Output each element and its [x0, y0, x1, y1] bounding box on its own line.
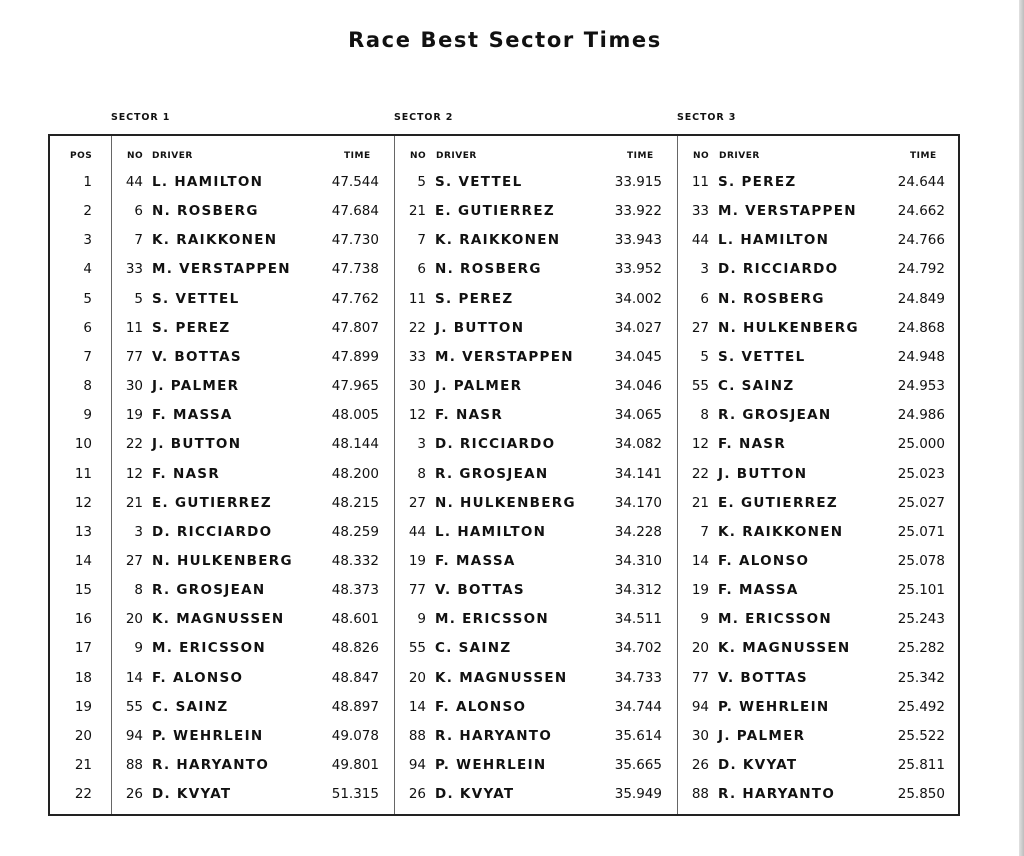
table-row — [50, 285, 958, 314]
sector-2-time: 33.922 — [614, 203, 662, 220]
sector-3-driver-name: E. GUTIERREZ — [718, 494, 838, 511]
table-row — [50, 693, 958, 722]
sector-3-driver-name: M. ERICSSON — [718, 611, 832, 628]
sector-3-time: 25.071 — [897, 523, 945, 540]
sector-2-car-number: 33 — [408, 348, 426, 365]
sector-1-driver-name: J. BUTTON — [152, 436, 242, 453]
position-cell: 10 — [74, 436, 92, 453]
sector-2-time: 34.310 — [614, 552, 662, 569]
position-cell: 5 — [83, 290, 92, 307]
sector-1-time: 48.005 — [331, 407, 379, 424]
sector-2-time: 33.943 — [614, 232, 662, 249]
sector-1-car-number: 94 — [125, 727, 143, 744]
sector-2-time: 34.046 — [614, 378, 662, 395]
table-row — [50, 168, 958, 197]
sector-1-driver-name: R. HARYANTO — [152, 757, 270, 773]
sector-3-driver-name: P. WEHRLEIN — [718, 698, 830, 715]
sector-1-time: 47.544 — [331, 174, 379, 190]
sector-1-driver-name: J. PALMER — [152, 378, 240, 395]
sector-2-driver-name: K. MAGNUSSEN — [435, 669, 568, 686]
sector-1-driver-name: S. VETTEL — [152, 290, 240, 307]
sector-1-driver-name: L. HAMILTON — [152, 174, 264, 190]
position-cell: 6 — [83, 319, 92, 336]
header-pos: POS — [70, 151, 93, 161]
sector-3-car-number: 94 — [691, 698, 709, 715]
table-row — [50, 314, 958, 343]
sector-2-time: 34.065 — [614, 407, 662, 424]
sector-1-car-number: 12 — [125, 465, 143, 482]
position-cell: 18 — [74, 669, 92, 686]
sector-2-driver-name: J. PALMER — [435, 378, 523, 395]
sector-3-car-number: 88 — [691, 786, 709, 803]
table-row — [50, 226, 958, 255]
sector-3-driver-name: D. KVYAT — [718, 757, 798, 773]
sector-3-car-number: 30 — [691, 727, 709, 744]
sector-1-driver-name: F. ALONSO — [152, 669, 244, 686]
position-cell: 1 — [83, 174, 92, 190]
sector-1-driver-name: V. BOTTAS — [152, 348, 242, 365]
sector-1-time: 48.200 — [331, 465, 379, 482]
sector-2-time: 34.511 — [614, 611, 662, 628]
sector-3-car-number: 14 — [691, 552, 709, 569]
sector-1-car-number: 27 — [125, 552, 143, 569]
sector-1-time: 47.965 — [331, 378, 379, 395]
position-cell: 17 — [74, 640, 92, 657]
sector-3-time: 25.078 — [897, 552, 945, 569]
header-sector-1-time: TIME — [344, 151, 371, 161]
sector-1-time: 48.332 — [331, 552, 379, 569]
sector-2-time: 34.027 — [614, 319, 662, 336]
sector-3-driver-name: F. ALONSO — [718, 552, 810, 569]
sector-1-time: 48.897 — [331, 698, 379, 715]
table-row — [50, 605, 958, 634]
position-cell: 12 — [74, 494, 92, 511]
sector-2-time: 34.733 — [614, 669, 662, 686]
sector-1-driver-name: E. GUTIERREZ — [152, 494, 272, 511]
sector-2-driver-name: J. BUTTON — [435, 319, 525, 336]
sector-3-time: 24.953 — [897, 378, 945, 395]
table-row — [50, 401, 958, 430]
sector-2-car-number: 11 — [408, 290, 426, 307]
sector-3-driver-name: C. SAINZ — [718, 378, 795, 395]
sector-3-time: 25.492 — [897, 698, 945, 715]
sector-1-car-number: 20 — [125, 611, 143, 628]
sector-2-time: 33.915 — [614, 174, 662, 190]
header-sector-3-no: NO — [693, 151, 710, 161]
sector-3-car-number: 20 — [691, 640, 709, 657]
sector-3-car-number: 11 — [691, 174, 709, 190]
header-sector-2-driver: DRIVER — [436, 151, 477, 161]
sector-1-driver-name: N. ROSBERG — [152, 203, 259, 220]
sector-3-time: 25.023 — [897, 465, 945, 482]
sector-1-driver-name: C. SAINZ — [152, 698, 229, 715]
position-cell: 8 — [83, 378, 92, 395]
sector-3-time: 25.850 — [897, 786, 945, 803]
sector-3-car-number: 8 — [700, 407, 709, 424]
sector-2-driver-name: R. HARYANTO — [435, 727, 553, 744]
sector-1-driver-name: D. KVYAT — [152, 786, 232, 803]
sector-2-driver-name: E. GUTIERREZ — [435, 203, 555, 220]
sector-3-driver-name: J. PALMER — [718, 727, 806, 744]
sector-3-time: 24.644 — [897, 174, 945, 190]
sector-1-car-number: 77 — [125, 348, 143, 365]
sector-1-time: 47.899 — [331, 348, 379, 365]
sector-1-car-number: 9 — [134, 640, 143, 657]
sector-1-car-number: 6 — [134, 203, 143, 220]
sector-1-time: 48.601 — [331, 611, 379, 628]
sector-3-driver-name: S. VETTEL — [718, 348, 806, 365]
sector-2-car-number: 94 — [408, 757, 426, 773]
sector-1-car-number: 26 — [125, 786, 143, 803]
sector-2-car-number: 3 — [417, 436, 426, 453]
sector-2-car-number: 9 — [417, 611, 426, 628]
table-row — [50, 255, 958, 284]
sector-2-car-number: 20 — [408, 669, 426, 686]
table-row — [50, 489, 958, 518]
sector-2-car-number: 44 — [408, 523, 426, 540]
header-sector-1-no: NO — [127, 151, 144, 161]
sector-3-driver-name: F. NASR — [718, 436, 787, 453]
sector-3-time: 24.849 — [897, 290, 945, 307]
sector-1-driver-name: K. RAIKKONEN — [152, 232, 278, 249]
sector-3-time: 25.101 — [897, 582, 945, 599]
sector-2-car-number: 12 — [408, 407, 426, 424]
sector-2-car-number: 88 — [408, 727, 426, 744]
sector-3-car-number: 7 — [700, 523, 709, 540]
sector-3-car-number: 6 — [700, 290, 709, 307]
sector-3-car-number: 5 — [700, 348, 709, 365]
sector-2-driver-name: L. HAMILTON — [435, 523, 547, 540]
sector-3-car-number: 9 — [700, 611, 709, 628]
sector-1-car-number: 8 — [134, 582, 143, 599]
sector-1-time: 49.078 — [331, 727, 379, 744]
sector-3-driver-name: F. MASSA — [718, 582, 799, 599]
sector-2-driver-name: N. HULKENBERG — [435, 494, 576, 511]
sector-2-driver-name: D. KVYAT — [435, 786, 515, 803]
sector-3-car-number: 55 — [691, 378, 709, 395]
sector-2-car-number: 19 — [408, 552, 426, 569]
sector-3-time: 25.000 — [897, 436, 945, 453]
sector-3-driver-name: K. RAIKKONEN — [718, 523, 844, 540]
position-cell: 4 — [83, 261, 92, 278]
sector-2-driver-name: C. SAINZ — [435, 640, 512, 657]
sector-2-time: 34.312 — [614, 582, 662, 599]
sector-2-driver-name: F. NASR — [435, 407, 504, 424]
sector-1-time: 48.259 — [331, 523, 379, 540]
table-row — [50, 664, 958, 693]
sector-3-driver-name: M. VERSTAPPEN — [718, 203, 857, 220]
sector-1-driver-name: M. ERICSSON — [152, 640, 266, 657]
sector-2-time: 33.952 — [614, 261, 662, 278]
sector-2-time: 34.228 — [614, 523, 662, 540]
table-row — [50, 197, 958, 226]
header-sector-2-time: TIME — [627, 151, 654, 161]
sector-2-car-number: 14 — [408, 698, 426, 715]
sector-2-driver-name: M. ERICSSON — [435, 611, 549, 628]
sector-3-driver-name: K. MAGNUSSEN — [718, 640, 851, 657]
sector-1-car-number: 21 — [125, 494, 143, 511]
sector-2-label: SECTOR 2 — [394, 112, 454, 123]
sector-1-driver-name: D. RICCIARDO — [152, 523, 273, 540]
sector-1-time: 48.373 — [331, 582, 379, 599]
sector-3-time: 25.027 — [897, 494, 945, 511]
sector-1-time: 47.684 — [331, 203, 379, 220]
sector-2-driver-name: S. PEREZ — [435, 290, 514, 307]
sector-2-time: 34.744 — [614, 698, 662, 715]
sector-2-time: 34.141 — [614, 465, 662, 482]
sector-3-car-number: 44 — [691, 232, 709, 249]
sector-1-time: 48.847 — [331, 669, 379, 686]
table-row — [50, 343, 958, 372]
sector-1-car-number: 44 — [125, 174, 143, 190]
sector-3-driver-name: S. PEREZ — [718, 174, 797, 190]
sector-3-driver-name: J. BUTTON — [718, 465, 808, 482]
sector-1-driver-name: M. VERSTAPPEN — [152, 261, 291, 278]
sector-1-car-number: 5 — [134, 290, 143, 307]
sector-2-car-number: 7 — [417, 232, 426, 249]
sector-3-time: 24.766 — [897, 232, 945, 249]
position-cell: 14 — [74, 552, 92, 569]
sector-1-car-number: 55 — [125, 698, 143, 715]
sector-2-car-number: 26 — [408, 786, 426, 803]
position-cell: 3 — [83, 232, 92, 249]
sector-3-car-number: 77 — [691, 669, 709, 686]
sector-1-car-number: 88 — [125, 757, 143, 773]
sector-2-car-number: 6 — [417, 261, 426, 278]
sector-2-time: 35.614 — [614, 727, 662, 744]
sector-2-driver-name: S. VETTEL — [435, 174, 523, 190]
sector-1-driver-name: S. PEREZ — [152, 319, 231, 336]
sector-3-time: 24.868 — [897, 319, 945, 336]
sector-3-car-number: 22 — [691, 465, 709, 482]
sector-2-driver-name: F. ALONSO — [435, 698, 527, 715]
position-cell: 2 — [83, 203, 92, 220]
position-cell: 9 — [83, 407, 92, 424]
sector-2-driver-name: D. RICCIARDO — [435, 436, 556, 453]
sector-3-driver-name: N. HULKENBERG — [718, 319, 859, 336]
sector-2-car-number: 5 — [417, 174, 426, 190]
sector-1-car-number: 30 — [125, 378, 143, 395]
sector-1-car-number: 11 — [125, 319, 143, 336]
sector-1-car-number: 14 — [125, 669, 143, 686]
sector-2-car-number: 27 — [408, 494, 426, 511]
table-row — [50, 460, 958, 489]
sector-1-car-number: 22 — [125, 436, 143, 453]
sector-1-time: 48.215 — [331, 494, 379, 511]
header-sector-3-time: TIME — [910, 151, 937, 161]
sector-1-time: 47.762 — [331, 290, 379, 307]
sector-1-time: 49.801 — [331, 757, 379, 773]
sector-2-car-number: 30 — [408, 378, 426, 395]
sector-2-car-number: 77 — [408, 582, 426, 599]
sector-2-driver-name: R. GROSJEAN — [435, 465, 549, 482]
sector-1-car-number: 7 — [134, 232, 143, 249]
sector-2-driver-name: N. ROSBERG — [435, 261, 542, 278]
position-cell: 19 — [74, 698, 92, 715]
sector-2-car-number: 55 — [408, 640, 426, 657]
sector-3-car-number: 3 — [700, 261, 709, 278]
sector-2-time: 34.045 — [614, 348, 662, 365]
sector-2-time: 34.170 — [614, 494, 662, 511]
sector-3-driver-name: N. ROSBERG — [718, 290, 825, 307]
position-cell: 16 — [74, 611, 92, 628]
sector-2-time: 34.082 — [614, 436, 662, 453]
sector-3-time: 24.948 — [897, 348, 945, 365]
sector-3-car-number: 33 — [691, 203, 709, 220]
sector-3-car-number: 27 — [691, 319, 709, 336]
sector-2-driver-name: P. WEHRLEIN — [435, 757, 547, 773]
sector-1-driver-name: P. WEHRLEIN — [152, 727, 264, 744]
sector-2-time: 35.949 — [614, 786, 662, 803]
position-cell: 11 — [74, 465, 92, 482]
sector-3-driver-name: R. GROSJEAN — [718, 407, 832, 424]
table-row — [50, 518, 958, 547]
table-row — [50, 634, 958, 663]
header-sector-3-driver: DRIVER — [719, 151, 760, 161]
sector-2-car-number: 22 — [408, 319, 426, 336]
sector-2-car-number: 21 — [408, 203, 426, 220]
sector-3-time: 25.522 — [897, 727, 945, 744]
header-sector-1-driver: DRIVER — [152, 151, 193, 161]
sector-3-driver-name: R. HARYANTO — [718, 786, 836, 803]
sector-2-driver-name: V. BOTTAS — [435, 582, 525, 599]
page-title: Race Best Sector Times — [348, 28, 662, 52]
sector-1-time: 47.730 — [331, 232, 379, 249]
sector-3-time: 24.792 — [897, 261, 945, 278]
table-row — [50, 547, 958, 576]
table-row — [50, 751, 958, 780]
position-cell: 15 — [74, 582, 92, 599]
sector-1-time: 48.826 — [331, 640, 379, 657]
sector-1-driver-name: F. NASR — [152, 465, 221, 482]
sector-3-time: 25.811 — [897, 757, 945, 773]
sector-1-time: 48.144 — [331, 436, 379, 453]
sector-1-driver-name: K. MAGNUSSEN — [152, 611, 285, 628]
sector-2-driver-name: K. RAIKKONEN — [435, 232, 561, 249]
sector-2-time: 35.665 — [614, 757, 662, 773]
table-row — [50, 722, 958, 751]
sector-3-label: SECTOR 3 — [677, 112, 737, 123]
sector-3-driver-name: V. BOTTAS — [718, 669, 808, 686]
header-sector-2-no: NO — [410, 151, 427, 161]
sector-3-time: 24.662 — [897, 203, 945, 220]
sector-3-driver-name: L. HAMILTON — [718, 232, 830, 249]
sector-3-car-number: 26 — [691, 757, 709, 773]
sector-1-car-number: 33 — [125, 261, 143, 278]
page-edge-shadow — [1019, 0, 1024, 856]
sector-1-driver-name: F. MASSA — [152, 407, 233, 424]
sector-3-time: 25.282 — [897, 640, 945, 657]
sector-3-car-number: 19 — [691, 582, 709, 599]
sector-3-time: 25.342 — [897, 669, 945, 686]
sector-3-car-number: 12 — [691, 436, 709, 453]
sector-3-driver-name: D. RICCIARDO — [718, 261, 839, 278]
sector-1-time: 47.738 — [331, 261, 379, 278]
sector-3-time: 24.986 — [897, 407, 945, 424]
position-cell: 13 — [74, 523, 92, 540]
sector-2-time: 34.002 — [614, 290, 662, 307]
sector-3-car-number: 21 — [691, 494, 709, 511]
sector-2-driver-name: M. VERSTAPPEN — [435, 348, 574, 365]
sector-1-driver-name: R. GROSJEAN — [152, 582, 266, 599]
sector-2-driver-name: F. MASSA — [435, 552, 516, 569]
sector-1-label: SECTOR 1 — [111, 112, 171, 123]
sector-1-car-number: 19 — [125, 407, 143, 424]
position-cell: 22 — [74, 786, 92, 803]
table-row — [50, 576, 958, 605]
table-row — [50, 372, 958, 401]
table-row — [50, 780, 958, 809]
sector-2-car-number: 8 — [417, 465, 426, 482]
sector-1-driver-name: N. HULKENBERG — [152, 552, 293, 569]
sector-1-time: 51.315 — [331, 786, 379, 803]
sector-3-time: 25.243 — [897, 611, 945, 628]
sector-1-time: 47.807 — [331, 319, 379, 336]
sector-2-time: 34.702 — [614, 640, 662, 657]
sector-1-car-number: 3 — [134, 523, 143, 540]
position-cell: 20 — [74, 727, 92, 744]
position-cell: 21 — [74, 757, 92, 773]
table-row — [50, 430, 958, 459]
sector-times-table — [48, 134, 960, 816]
position-cell: 7 — [83, 348, 92, 365]
